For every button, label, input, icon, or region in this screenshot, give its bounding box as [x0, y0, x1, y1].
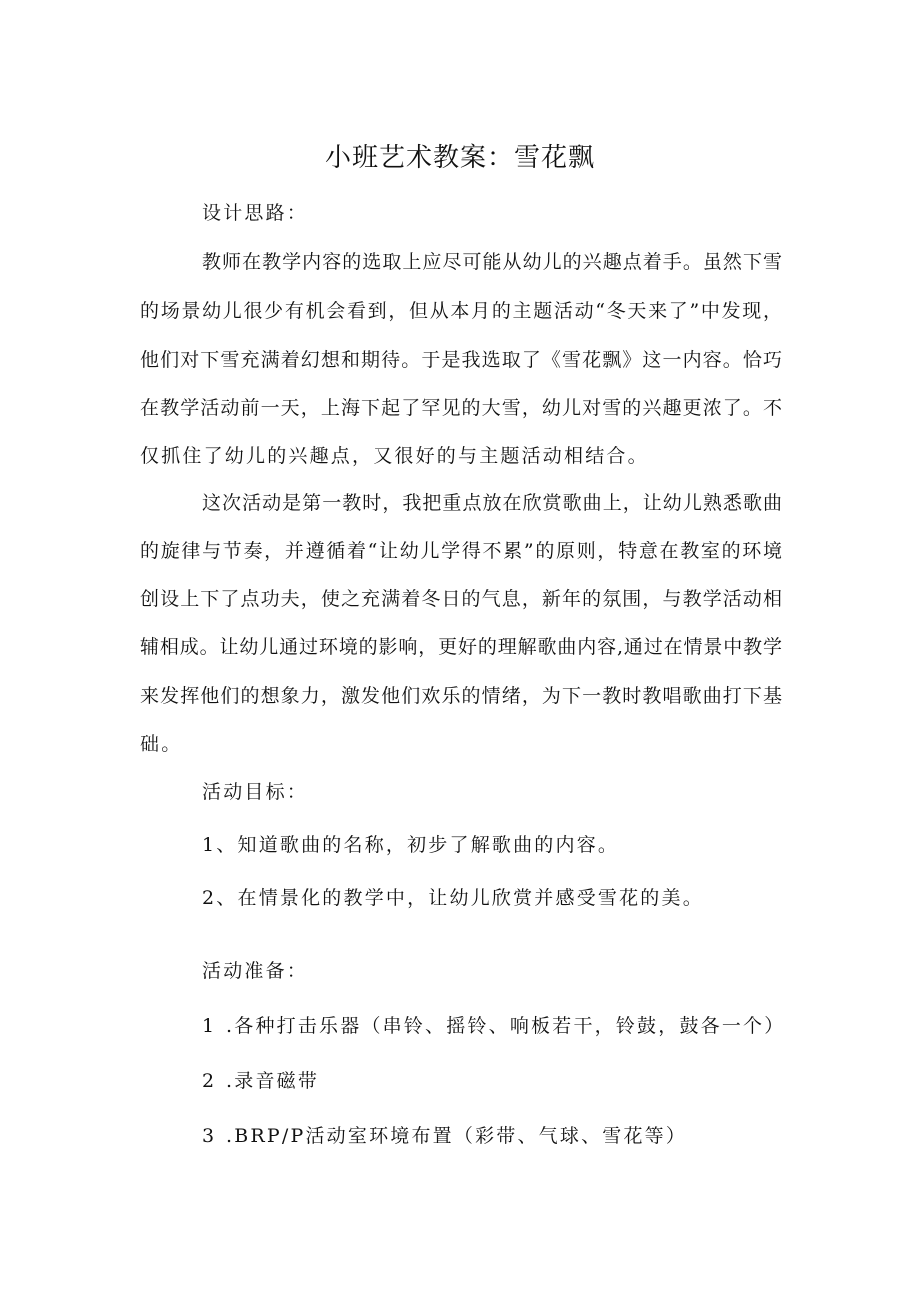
design-p1-line-1: 教师在教学内容的选取上应尽可能从幼儿的兴趣点着手。虽然下雪: [202, 251, 782, 273]
prep-item-3: [202, 1122, 782, 1150]
goal-item-2: 2、在情景化的教学中，让幼儿欣赏并感受雪花的美。: [202, 887, 704, 909]
design-p2-line-2: 的旋律与节奏，并遵循着“让幼儿学得不累”的原则，特意在教室的环境: [140, 540, 782, 562]
design-p1-line-5: 仅抓住了幼儿的兴趣点，又很好的与主题活动相结合。: [140, 445, 649, 467]
goal-item-1: 1、知道歌曲的名称，初步了解歌曲的内容。: [202, 834, 620, 856]
design-p1-line-4: 在教学活动前一天，上海下起了罕见的大雪，幼儿对雪的兴趣更浓了。不: [140, 397, 782, 419]
prep-item-2-text: .录音磁带: [226, 1070, 320, 1092]
design-p2-line-3: 创设上下了点功夫，使之充满着冬日的气息，新年的氛围，与教学活动相: [140, 588, 782, 610]
design-p1-line-2: 的场景幼儿很少有机会看到，但从本月的主题活动“冬天来了”中发现，: [140, 300, 782, 322]
prep-item-1-text: .各种打击乐器（串铃、摇铃、响板若干，铃鼓，鼓各一个）: [226, 1015, 786, 1037]
design-heading: 设计思路：: [202, 202, 309, 224]
goals-heading: 活动目标：: [202, 781, 309, 803]
prep-item-2-number: 2: [202, 1070, 217, 1092]
design-p2-line-5: 来发挥他们的想象力，激发他们欢乐的情绪，为下一教时教唱歌曲打下基: [140, 685, 782, 707]
prep-item-2: [202, 1067, 782, 1095]
design-p2-line-1: 这次活动是第一教时，我把重点放在欣赏歌曲上，让幼儿熟悉歌曲: [202, 492, 782, 514]
design-p2-line-4: 辅相成。让幼儿通过环境的影响，更好的理解歌曲内容,通过在情景中教学: [140, 636, 782, 658]
prep-item-3-text: .BRP/P活动室环境布置（彩带、气球、雪花等）: [226, 1125, 688, 1147]
design-p2-line-6: 础。: [140, 733, 183, 755]
prep-item-1-number: 1: [202, 1015, 217, 1037]
prep-item-1: [202, 1012, 786, 1040]
design-p1-line-3: 他们对下雪充满着幻想和期待。于是我选取了《雪花飘》这一内容。恰巧: [140, 349, 782, 371]
prep-item-3-number: 3: [202, 1125, 217, 1147]
prep-heading: 活动准备：: [202, 960, 309, 982]
page-title: 小班艺术教案：雪花飘: [324, 143, 595, 173]
